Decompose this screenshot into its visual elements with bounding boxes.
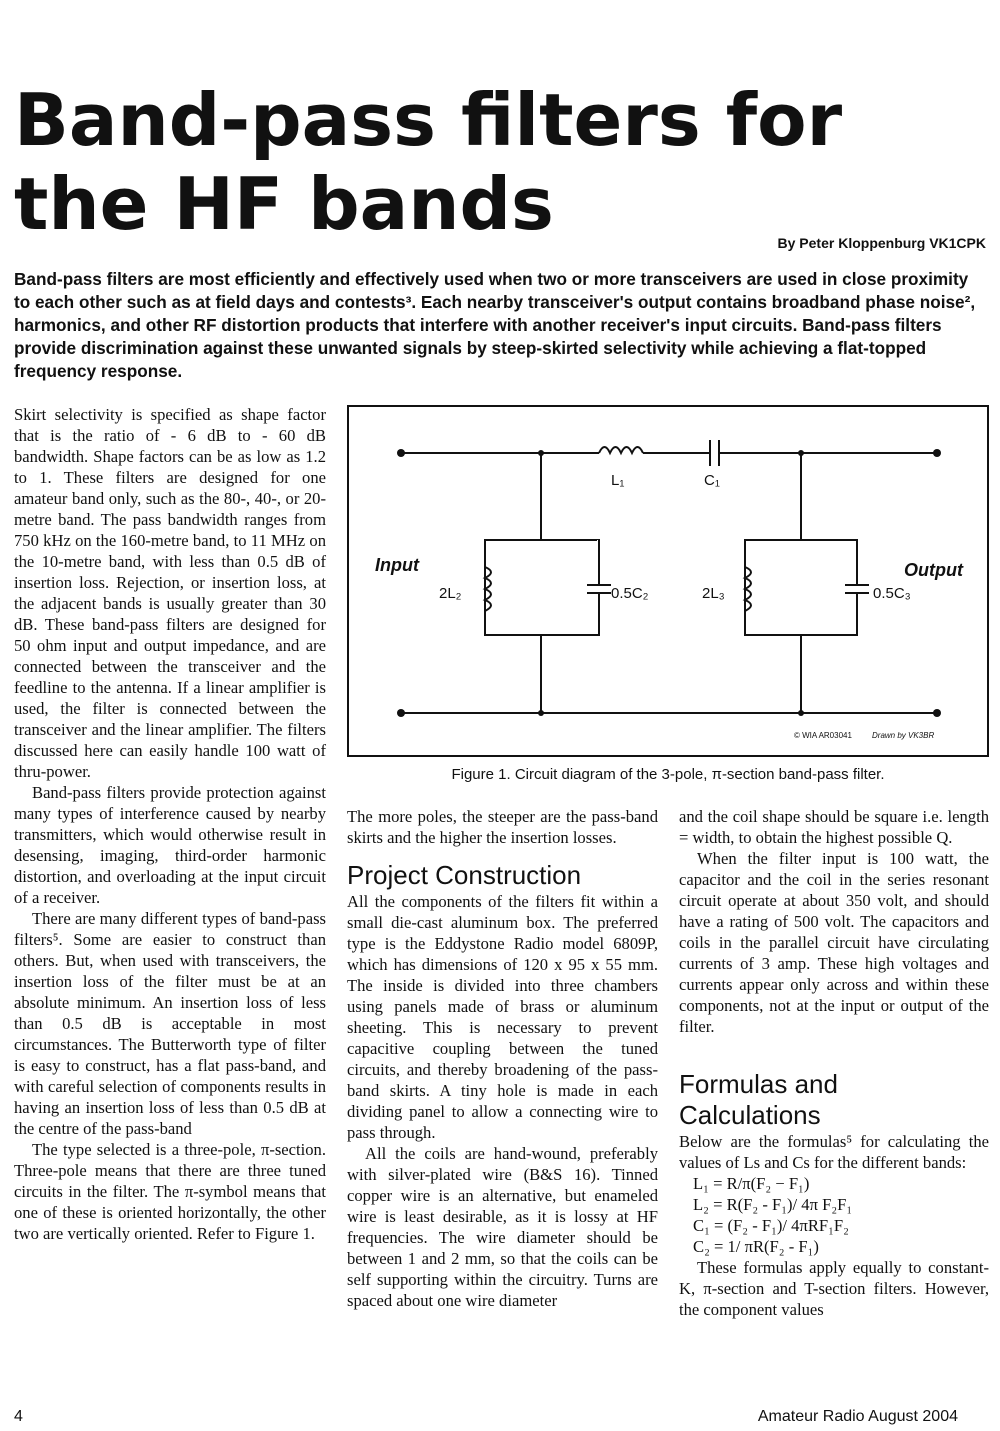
paragraph: All the coils are hand-wound, preferably with silver-plated wire (B&S 16). Tinned copper wire is an alternative, but enameled wire is least desirable, as it is lossy at HF frequencies. The wire diameter should be between 1 and 2 mm, so that the coils can be self supporting within the circuitry. Turns are spaced about one wire diameter [347,1144,658,1310]
paragraph: These formulas apply equally to constant-K, π-section and T-section filters. However, the component values [679,1258,989,1319]
left-tank-loop [485,540,599,635]
formula-c1: C₁ = (F₂ - F₁)/ 4πRF₁F₂ [693,1216,849,1235]
title-line-2: the HF bands [14,162,554,246]
heading-line-1: Formulas and [679,1069,838,1099]
paragraph: The more poles, the steeper are the pass-band skirts and the higher the insertion losses. [347,807,658,847]
circuit-diagram [349,407,987,755]
paragraph: When the filter input is 100 watt, the capacitor and the coil in the series resonant circuit operate at about 350 volt, and should have a rating of 500 volt. The capacitors and coils in the parallel circuit have circulating currents of 3 amp. These high voltages and currents appear only across and within these components, not at the input or output of the filter. [679,849,989,1036]
inductor-l1 [599,447,643,453]
article-title [14,78,994,246]
input-terminal-top [397,449,405,457]
section-heading-construction: Project Construction [347,860,582,890]
paragraph: and the coil shape should be square i.e. length = width, to obtain the highest possible Q. [679,807,989,847]
formula-l2: L₂ = R(F₂ - F₁)/ 4π F₂F₁ [693,1195,853,1214]
l2-label: 2L₂ [439,585,462,602]
drawn-by-credit: Drawn by VK3BR [872,731,935,740]
input-terminal-bottom [397,709,405,717]
title-line-1: Band-pass filters for [14,78,843,162]
c1-label: C₁ [704,472,720,489]
c3-label: 0.5C₃ [873,585,911,602]
column-2 [347,806,658,1311]
paragraph: All the components of the filters fit within a small die-cast aluminum box. The preferred type is the Eddystone Radio model 6809P, which has dimensions of 120 x 95 x 55 mm. The inside is divided into three chambers using panels made of brass or aluminum sheeting. This is necessary to prevent capacitive coupling between the tuned circuits, and thereby broadening of the pass-band skirts. A tiny hole is made in each dividing panel to allow a connecting wire to pass through. [347,892,658,1142]
formula-list [693,1173,989,1257]
heading-line-2: Calculations [679,1100,821,1130]
right-tank-loop [745,540,857,635]
output-terminal-top [933,449,941,457]
output-terminal-bottom [933,709,941,717]
formula-l1: L₁ = R/π(F₂ − F₁) [693,1174,810,1193]
publication-footer: Amateur Radio August 2004 [757,1408,958,1425]
section-heading-formulas [679,1069,989,1131]
byline: By Peter Kloppenburg VK1CPK [777,235,986,251]
copyright-credit: © WIA AR03041 [794,731,852,740]
paragraph: Band-pass filters provide protection against many types of interference caused by nearby transmitters, which would otherwise result in desensing, imaging, third-order harmonic distortion, and overloading at the input circuit of a receiver. [14,783,326,907]
column-1 [14,404,326,1244]
page-number: 4 [14,1408,23,1425]
paragraph: The type selected is a three-pole, π-section. Three-pole means that there are three tuned circuits in the filter. The π-symbol means that one of these is oriented horizontally, the other two are vertically oriented. Refer to Figure 1. [14,1140,326,1243]
input-label: Input [375,555,419,575]
paragraph: Below are the formulas⁵ for calculating the values of Ls and Cs for the different bands: [679,1132,989,1172]
paragraph: Skirt selectivity is specified as shape factor that is the ratio of - 6 dB to - 60 dB bandwidth. Shape factors can be as low as 1.2 to 1. These filters are designed for one amateur band only, such as the 80-, 40-, or 20-metre band. The pass bandwidth ranges from 750 kHz on the 160-metre band, to 11 MHz on the 10-metre band, with less than 0.5 dB of insertion loss. Rejection, or insertion loss, at the adjacent bands is usually greater than 30 dB. These band-pass filters are designed for 50 ohm input and output impedance, and are connected between the transceiver and the feedline to the antenna. If a linear amplifier is used, the filter is connected between the transceiver and the linear amplifier. The filters discussed here can easily handle 100 watt of thru-power. [14,405,326,781]
l1-label: L₁ [611,472,625,489]
column-3 [679,806,989,1320]
standfirst: Band-pass filters are most efficiently and effectively used when two or more transceivers are used in close proximity to each other such as at field days and contests³. Each nearby transceiver's output contains broadband phase noise², harmonics, and other RF distortion products that interfere with another receiver's input circuits. Band-pass filters provide discrimination against these unwanted signals by steep-skirted selectivity while achieving a flat-topped frequency response. [14,269,976,381]
figure-caption: Figure 1. Circuit diagram of the 3-pole, π-section band-pass filter. [451,766,885,783]
output-label: Output [904,560,963,580]
formula-c2: C₂ = 1/ πR(F₂ - F₁) [693,1237,819,1256]
l3-label: 2L₃ [702,585,725,602]
paragraph: There are many different types of band-pass filters⁵. Some are easier to construct than others. But, when used with transceivers, the insertion loss of the filter must be at an absolute minimum. An insertion loss of less than 0.5 dB is acceptable in most circumstances. The Butterworth type of filter is easy to construct, has a flat pass-band, and with careful selection of components results in having an insertion loss of less than 0.5 dB at the centre of the pass-band [14,909,326,1138]
c2-label: 0.5C₂ [611,585,649,602]
circuit-figure [347,405,989,757]
